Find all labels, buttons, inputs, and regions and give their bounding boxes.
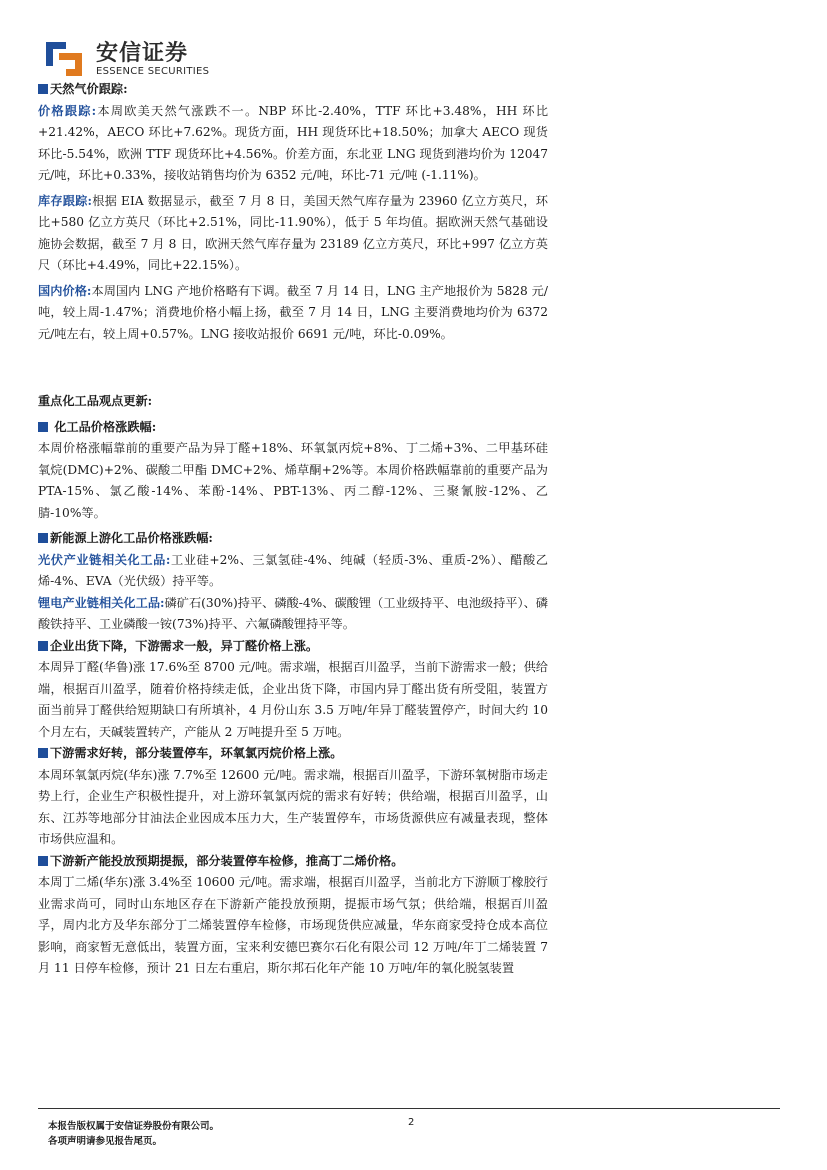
gas-price-paragraph bbox=[38, 101, 548, 187]
square-bullet-icon bbox=[38, 84, 48, 94]
key-chemicals-heading: 重点化工品观点更新: bbox=[38, 394, 153, 408]
gas-section-heading bbox=[38, 79, 548, 101]
price-change-heading bbox=[38, 417, 548, 439]
gas-inventory-text: 根据 EIA 数据显示，截至 7 月 8 日，美国天然气库存量为 23960 亿立方英尺，环比+580 亿立方英尺（环比+2.51%，同比-11.90%），低于 5 年均值。据欧洲天然气基础设施协会数据，截至 7 月 8 日，欧洲天然气库存量为 23189 亿立方英尺，环比+997 亿立方英尺（环比+4.49%，同比+22.15%）。 bbox=[38, 193, 548, 272]
square-bullet-icon bbox=[38, 748, 48, 758]
epichlorohydrin-title: 下游需求好转，部分装置停车，环氧氯丙烷价格上涨。 bbox=[50, 746, 343, 760]
lithium-paragraph bbox=[38, 593, 548, 636]
footer-disclaimer: 各项声明请参见报告尾页。 bbox=[48, 1136, 163, 1147]
epichlorohydrin-heading bbox=[38, 743, 548, 765]
essence-logo-icon bbox=[44, 36, 84, 76]
gas-price-text: 本周欧美天然气涨跌不一。NBP 环比-2.40%，TTF 环比+3.48%，HH 环比+21.42%，AECO 环比+7.62%。现货方面，HH 现货环比+18.50%；加拿大 AECO 现货环比-5.54%，欧洲 TTF 现货环比+4.56%。价差方面，东北亚 LNG 现货到港均价为 12047 元/吨，环比+0.33%，接收站销售均价为 6352 元/吨，环比-71 元/吨 (-1.11%)。 bbox=[38, 103, 549, 182]
footer-copyright: 本报告版权属于安信证券股份有限公司。 bbox=[48, 1121, 220, 1132]
square-bullet-icon bbox=[38, 533, 48, 543]
square-bullet-icon bbox=[38, 856, 48, 866]
gas-section-title: 天然气价跟踪: bbox=[50, 82, 128, 96]
gas-domestic-paragraph bbox=[38, 281, 548, 346]
butadiene-title: 下游新产能投放预期提振，部分装置停车检修，推高丁二烯价格。 bbox=[50, 853, 404, 868]
isobutyraldehyde-text: 本周异丁醛(华鲁)涨 17.6%至 8700 元/吨。需求端，根据百川盈孚，当前下游需求一般；供给端，根据百川盈孚，随着价格持续走低，企业出货下降，市国内异丁醛出货有所受阻，装置方面当前异丁醛供给短期缺口有所填补，4 月份山东 3.5 万吨/年异丁醛装置停产，时间大约 10 个月左右，天碱装置转产，产能从 2 万吨提升至 5 万吨。 bbox=[38, 660, 548, 739]
square-bullet-icon bbox=[38, 422, 48, 432]
gas-inventory-lead: 库存跟踪: bbox=[38, 193, 93, 208]
epichlorohydrin-text: 本周环氧氯丙烷(华东)涨 7.7%至 12600 元/吨。需求端，根据百川盈孚，下游环氧树脂市场走势上行，企业生产积极性提升，对上游环氧氯丙烷的需求有好转；供给端，根据百川盈孚，山东、江苏等地部分甘油法企业因成本压力大，生产装置停车，市场货源供应有减量表现，整体市场供应温和。 bbox=[38, 767, 548, 846]
new-energy-heading bbox=[38, 528, 548, 550]
gas-price-lead: 价格跟踪: bbox=[38, 103, 97, 118]
gas-domestic-lead: 国内价格: bbox=[38, 283, 92, 298]
isobutyraldehyde-title: 企业出货下降，下游需求一般，异丁醛价格上涨。 bbox=[50, 638, 319, 653]
lithium-lead: 锂电产业链相关化工品: bbox=[38, 595, 165, 610]
price-change-title: 化工品价格涨跌幅: bbox=[54, 419, 157, 434]
report-body bbox=[38, 79, 548, 980]
logo-english-name: ESSENCE SECURITIES bbox=[96, 66, 210, 77]
pv-text: 工业硅+2%、三氯氢硅-4%、纯碱（轻质-3%、重质-2%）、醋酸乙烯-4%、EVA（光伏级）持平等。 bbox=[38, 552, 548, 588]
pv-lead: 光伏产业链相关化工品: bbox=[38, 552, 171, 567]
lithium-text: 磷矿石(30%)持平、磷酸-4%、碳酸锂（工业级持平、电池级持平）、磷酸铁持平、工业磷酸一铵(73%)持平、六氟磷酸锂持平等。 bbox=[38, 595, 548, 631]
square-bullet-icon bbox=[38, 641, 48, 651]
new-energy-title: 新能源上游化工品价格涨跌幅: bbox=[50, 531, 213, 545]
butadiene-heading bbox=[38, 851, 548, 873]
page-number: 2 bbox=[408, 1117, 415, 1128]
gas-domestic-text: 本周国内 LNG 产地价格略有下调。截至 7 月 14 日，LNG 主产地报价为 5828 元/吨，较上周-1.47%；消费地价格小幅上扬，截至 7 月 14 日，LNG 主要消费地均价为 6372 元/吨左右，较上周+0.57%。LNG 接收站报价 6691 元/吨，环比-0.09%。 bbox=[38, 283, 548, 341]
company-logo bbox=[44, 36, 214, 80]
pv-paragraph bbox=[38, 550, 548, 593]
price-change-text: 本周价格涨幅靠前的重要产品为异丁醛+18%、环氧氯丙烷+8%、丁二烯+3%、二甲基环硅氧烷(DMC)+2%、碳酸二甲酯 DMC+2%、烯草酮+2%等。本周价格跌幅靠前的重要产品为 PTA-15%、氯乙酸-14%、苯酚-14%、PBT-13%、丙二醇-12%、三聚氰胺-12%、乙腈-10%等。 bbox=[38, 441, 548, 520]
gas-inventory-paragraph bbox=[38, 191, 548, 277]
footer-divider bbox=[38, 1108, 780, 1109]
logo-chinese-name: 安信证券 bbox=[96, 41, 189, 66]
isobutyraldehyde-heading bbox=[38, 636, 548, 658]
butadiene-text: 本周丁二烯(华东)涨 3.4%至 10600 元/吨。需求端，根据百川盈孚，当前北方下游顺丁橡胶行业需求尚可，同时山东地区存在下游新产能投放预期，提振市场气氛；供给端，根据百川盈孚，周内北方及华东部分丁二烯装置停车检修，市场现货供应减量，华东商家受持仓成本高位影响，商家暂无意低出，装置方面，宝来利安德巴赛尔石化有限公司 12 万吨/年丁二烯装置 7 月 11 日停车检修，预计 21 日左右重启，斯尔邦石化年产能 10 万吨/年的氧化脱氢装置 bbox=[38, 875, 548, 975]
